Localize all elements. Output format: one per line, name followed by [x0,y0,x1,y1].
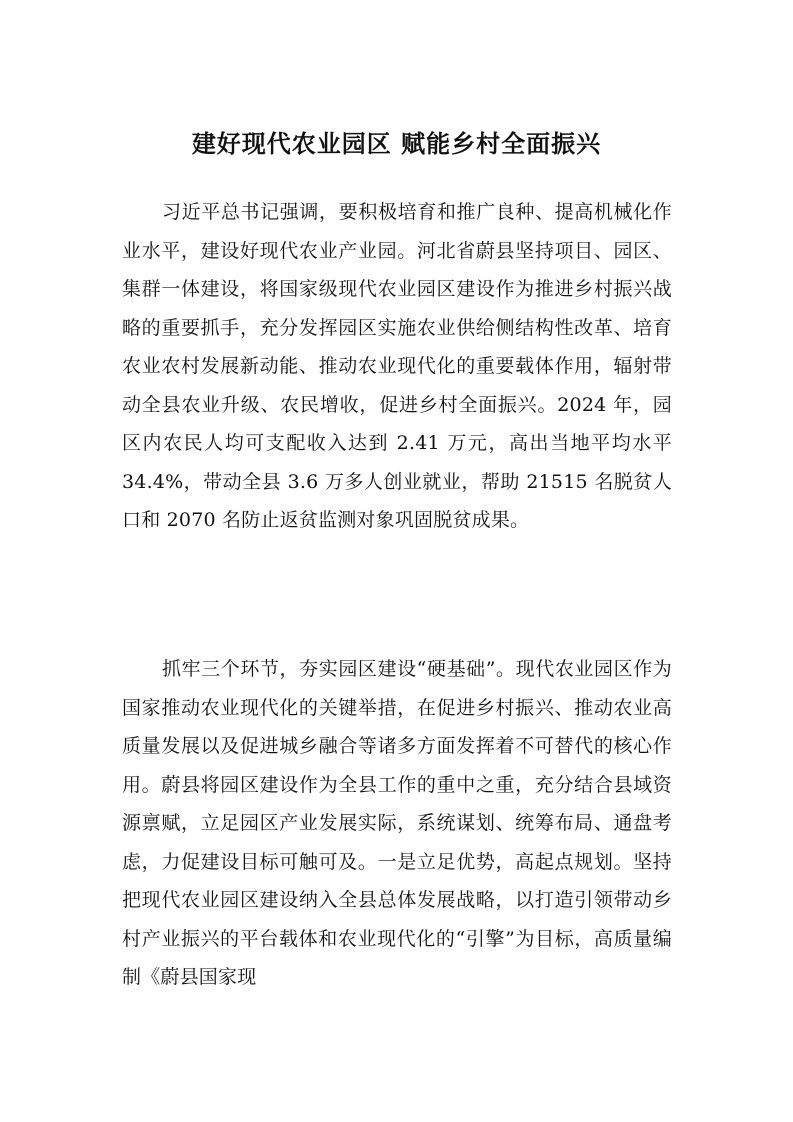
document-title: 建好现代农业园区 赋能乡村全面振兴 [191,130,602,158]
paragraph-foundation: 抓牢三个环节，夯实园区建设“硬基础”。现代农业园区作为国家推动农业现代化的关键举措，在促进乡村振兴、推动农业高质量发展以及促进城乡融合等诸多方面发挥着不可替代的核心作用。蔚县将园区建设作为全县工作的重中之重，充分结合县域资源禀赋，立足园区产业发展实际，系统谋划、统筹布局、通盘考虑，力促建设目标可触可及。一是立足优势，高起点规划。坚持把现代农业园区建设纳入全县总体发展战略，以打造引领带动乡村产业振兴的平台载体和农业现代化的“引擎”为目标，高质量编制《蔚县国家现 [122,658,672,988]
paragraph-intro: 习近平总书记强调，要积极培育和推广良种、提高机械化作业水平，建设好现代农业产业园。河北省蔚县坚持项目、园区、集群一体建设，将国家级现代农业园区建设作为推进乡村振兴战略的重要抓手，充分发挥园区实施农业供给侧结构性改革、培育农业农村发展新动能、推动农业现代化的重要载体作用，辐射带动全县农业升级、农民增收，促进乡村全面振兴。2024 年，园区内农民人均可支配收入达到 2.41 万元，高出当地平均水平 34.4%，带动全县 3.6 万多人创业就业，帮助 21515 名脱贫人口和 2070 名防止返贫监测对象巩固脱贫成果。 [122,201,672,531]
